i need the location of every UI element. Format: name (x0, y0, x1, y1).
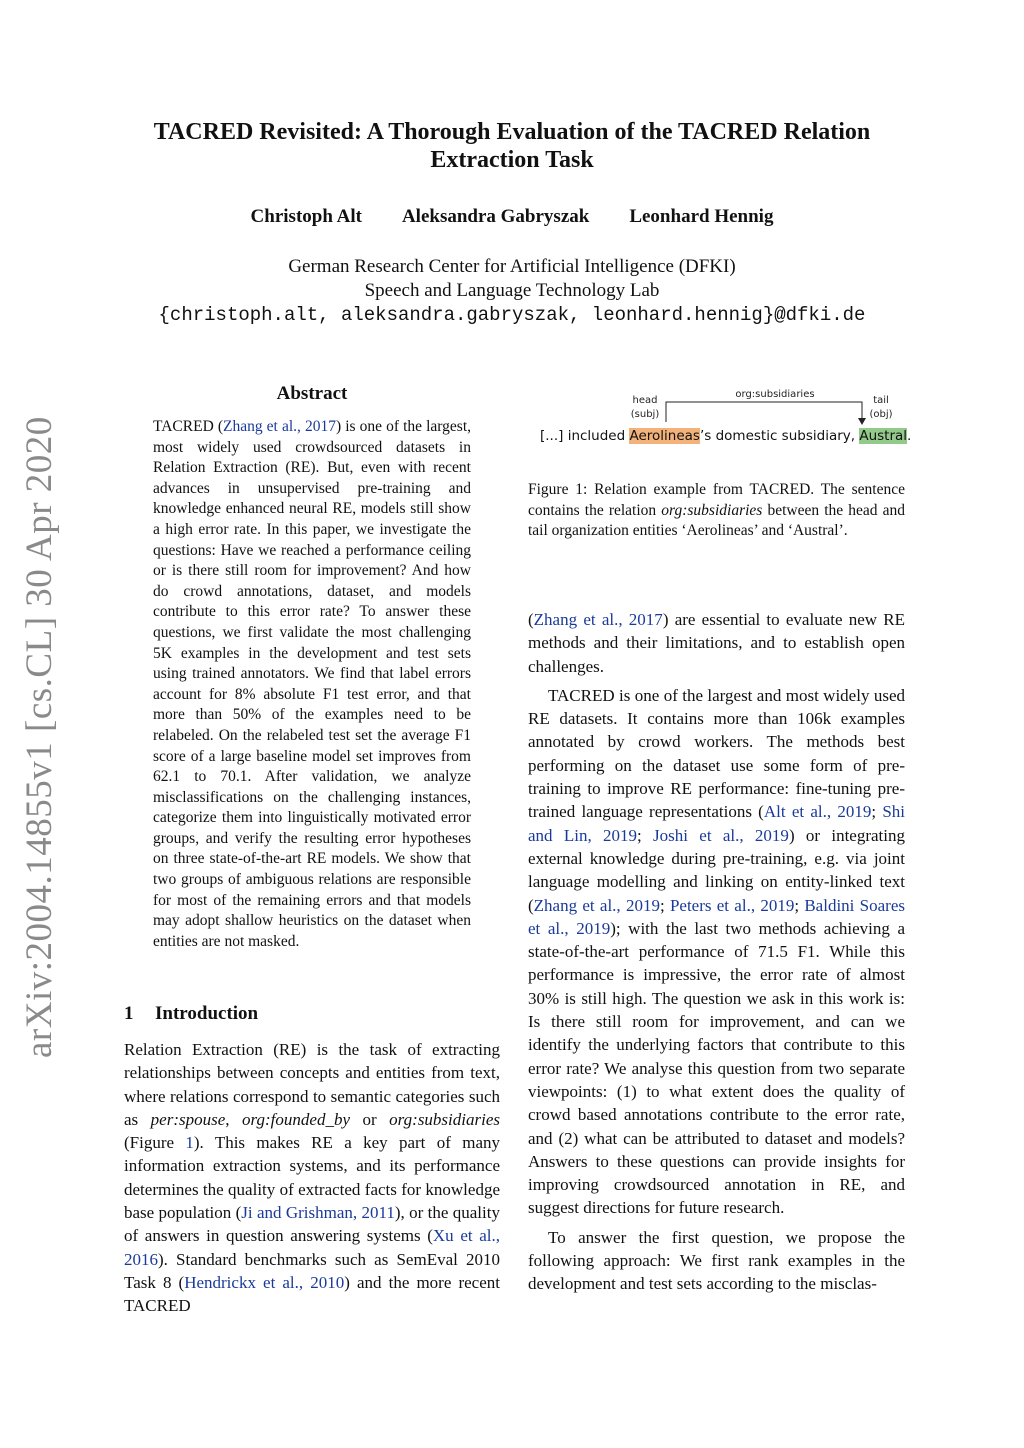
citation-link[interactable]: Peters et al., 2019 (669, 895, 795, 915)
tail-entity-highlight: Austral (859, 428, 908, 444)
head-label-sub: (subj) (630, 409, 660, 420)
body-text: Relation Extraction (RE) is the task of extracting relationships between concepts and entities from text, where relations correspond to semantic categories such as (124, 1040, 500, 1129)
body-text: ); with the last two methods achieving a state-of-the-art performance of 71.5 F1. While this performance is impressive, the error rate of almost 30% is still high. The question we ask in this work is: Is there still room for improvement, and can we identify the underlying factors that contribute to this error rate? We analyse this question from two separate viewpoints: (1) to what extent does the quality of crowd based annotations contribute to the error rate, and (2) what can be attributed to dataset and models? Answers to these questions can provide insights for improving crowdsourced annotation in RE, and suggest directions for future research. (528, 918, 905, 1218)
body-paragraph (528, 684, 905, 1220)
separator: ; (794, 895, 805, 915)
affiliation (0, 255, 1024, 327)
tail-label (866, 394, 896, 422)
section-heading-introduction (124, 1003, 258, 1025)
figure-ref-link[interactable]: 1 (185, 1133, 194, 1153)
title-line-1: TACRED Revisited: A Thorough Evaluation of the TACRED Relation (153, 119, 871, 145)
tail-label-text: tail (873, 395, 889, 406)
relation-name: per:spouse (150, 1109, 226, 1129)
tail-label-sub: (obj) (869, 409, 893, 420)
author-name: Leonhard Hennig (629, 206, 774, 227)
intro-right-column (528, 608, 905, 1302)
affiliation-line-2: Speech and Language Technology Lab (364, 280, 660, 301)
abstract-heading: Abstract (276, 383, 348, 404)
body-text: TACRED is one of the largest and most widely used RE datasets. It contains more than 106k examples annotated by crowd workers. The methods best performing on the dataset use some form of pre-training to improve RE performance: fine-tuning pre-trained language representations ( (528, 685, 905, 822)
arxiv-side-stamp: arXiv:2004.14855v1 [cs.CL] 30 Apr 2020 (19, 416, 60, 1058)
caption-text: between the head and tail organization entities ‘Aerolineas’ and ‘Austral’. (528, 501, 905, 540)
body-text: ) or integrating external knowledge during pre-training, e.g. via joint language modelling and linking on entity-linked text ( (528, 825, 906, 915)
citation-link[interactable]: Joshi et al., 2019 (653, 825, 789, 845)
body-text: , (225, 1109, 243, 1129)
sentence-text: [...] included (540, 428, 630, 444)
head-entity-highlight: Aerolineas (629, 428, 700, 444)
citation-link[interactable]: Ji and Grishman, 2011 (241, 1203, 395, 1223)
intro-left-column (124, 1038, 500, 1318)
relation-label: org:subsidiaries (735, 389, 815, 400)
abstract-text: ) is one of the largest, most widely used crowdsourced datasets in Relation Extraction (RE). But, even with recent advances in unsupervised pre-training and knowledge enhanced neural RE, models still show a high error rate. In this paper, we investigate the questions: Have we reached a performance ceiling or is there still room for improvement? And how do crowd annotations, dataset, and models contribute to this error rate? To answer these questions, we first validate the most challenging 5K examples in the development and test sets using trained annotators. We find that label errors account for 8% absolute F1 test error, and that more than 50% of the examples need to be relabeled. On the relabeled test set the average F1 score of a large baseline model set improves from 62.1 to 70.1. After validation, we analyze misclassifications on the challenging instances, categorize them into linguistically motivated error groups, and verify the resulting error hypotheses on three state-of-the-art RE models. We show that two groups of ambiguous relations are responsible for most of the remaining errors and that models may adopt shallow heuristics on the dataset when entities are not masked. (153, 418, 471, 950)
affiliation-line-1: German Research Center for Artificial Intelligence (DFKI) (288, 256, 736, 277)
body-text: ). This makes RE a key part of many information extraction systems, and its performance determines the quality of extracted facts for knowledge base population ( (124, 1133, 501, 1223)
citation-link[interactable]: Xu et al., 2016 (124, 1226, 500, 1269)
body-text: ), or the quality of answers in question answering systems ( (124, 1203, 500, 1246)
body-text: To answer the first question, we propose the following approach: We first rank examples in the development and test sets according to the misclas- (528, 1227, 905, 1294)
author-list (0, 206, 1024, 228)
intro-paragraph (124, 1038, 500, 1318)
example-sentence (540, 428, 911, 444)
abstract-text: TACRED ( (153, 418, 223, 435)
citation-link[interactable]: Baldini Soares et al., 2019 (528, 895, 905, 938)
body-paragraph (528, 1226, 905, 1296)
head-label (628, 394, 662, 422)
paper-title (120, 118, 904, 174)
body-text: ) and the more recent TACRED (124, 1272, 500, 1316)
citation-link[interactable]: Zhang et al., 2019 (533, 895, 660, 915)
sentence-text: ’s domestic subsidiary, (699, 428, 860, 444)
figure-1-caption (528, 480, 905, 542)
separator: ; (659, 895, 670, 915)
separator: ; (637, 825, 654, 845)
citation-link[interactable]: Alt et al., 2019 (763, 802, 872, 822)
author-emails: {christoph.alt, aleksandra.gabryszak, leonhard.hennig}@dfki.de (158, 304, 866, 326)
arrow-head-icon (858, 418, 866, 425)
body-text: ) are essential to evaluate new RE methods and their limitations, and to establish open challenges. (528, 610, 905, 676)
relation-name: org:founded_by (242, 1109, 350, 1129)
section-number: 1 (124, 1003, 134, 1024)
body-paragraph: (Zhang et al., 2017) are essential to evaluate new RE methods and their limitations, and to establish open challenges. (528, 610, 905, 676)
relation-name: org:subsidiaries (661, 501, 763, 519)
body-text: ). Standard benchmarks such as SemEval 2010 Task 8 ( (124, 1249, 500, 1292)
relation-name: org:subsidiaries (389, 1109, 500, 1129)
author-name: Aleksandra Gabryszak (401, 206, 590, 227)
body-text: (Figure (124, 1133, 186, 1153)
relation-arrow-line (666, 402, 862, 422)
title-line-2: Extraction Task (430, 147, 594, 173)
body-text: or (350, 1109, 390, 1129)
head-label-text: head (632, 395, 658, 406)
citation-link[interactable]: Hendrickx et al., 2010 (184, 1272, 345, 1292)
author-name: Christoph Alt (250, 206, 362, 227)
separator: ; (871, 802, 883, 822)
section-title: Introduction (155, 1003, 259, 1024)
abstract-body (153, 417, 471, 952)
sentence-text: . (907, 428, 912, 444)
citation-link[interactable]: Zhang et al., 2017 (533, 610, 663, 629)
citation-link[interactable]: Zhang et al., 2017 (223, 418, 336, 435)
citation-link[interactable]: Shi and Lin, 2019 (528, 802, 905, 845)
figure-1 (540, 384, 912, 454)
caption-text: Figure 1: Relation example from TACRED. The sentence contains the relation (528, 481, 905, 519)
